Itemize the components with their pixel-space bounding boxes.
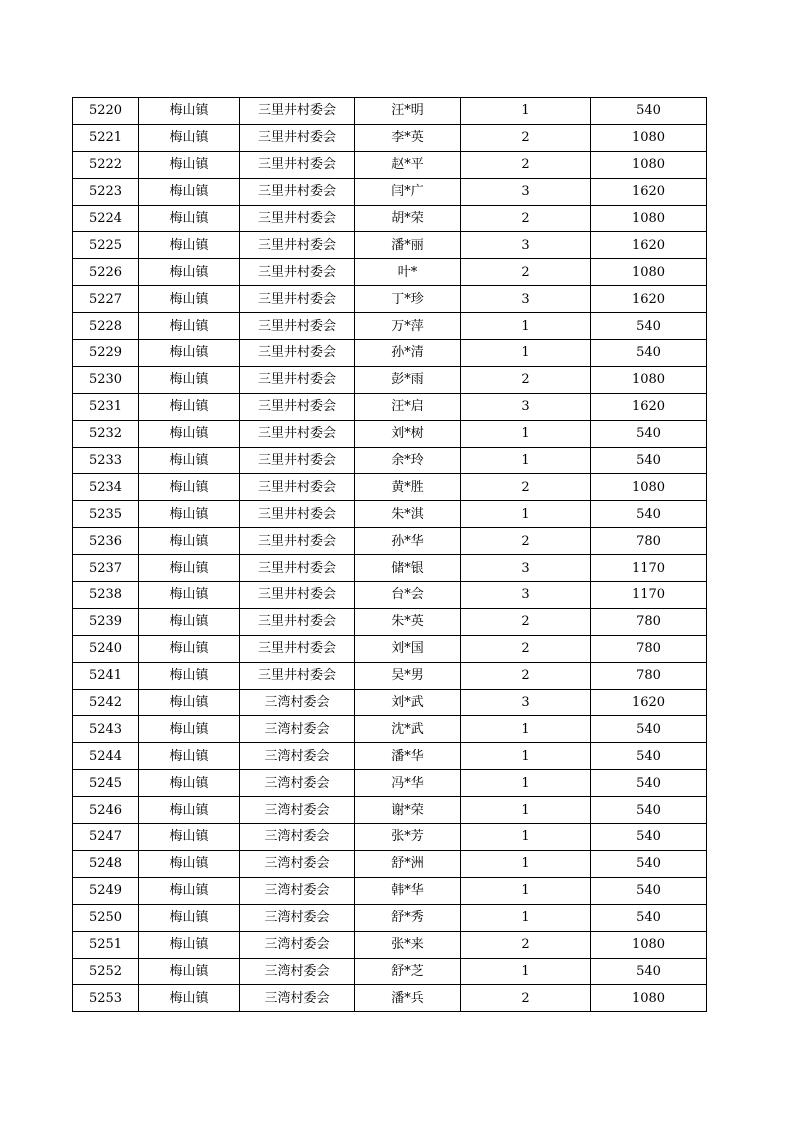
village-committee-cell: 三湾村委会 (240, 716, 355, 743)
town-cell: 梅山镇 (139, 958, 240, 985)
table-row (73, 958, 707, 985)
serial-cell: 5249 (73, 877, 139, 904)
town-cell: 梅山镇 (139, 124, 240, 151)
table-row (73, 985, 707, 1012)
village-committee-cell: 三里井村委会 (240, 662, 355, 689)
amount-cell: 1080 (591, 985, 707, 1012)
name-cell: 张*来 (355, 931, 461, 958)
village-committee-cell: 三里井村委会 (240, 582, 355, 609)
village-committee-cell: 三里井村委会 (240, 259, 355, 286)
amount-cell: 540 (591, 98, 707, 125)
serial-cell: 5225 (73, 232, 139, 259)
serial-cell: 5220 (73, 98, 139, 125)
table-row (73, 608, 707, 635)
count-cell: 3 (461, 393, 591, 420)
serial-cell: 5241 (73, 662, 139, 689)
village-committee-cell: 三湾村委会 (240, 850, 355, 877)
name-cell: 台*会 (355, 582, 461, 609)
table-row (73, 286, 707, 313)
count-cell: 1 (461, 340, 591, 367)
count-cell: 2 (461, 205, 591, 232)
serial-cell: 5246 (73, 797, 139, 824)
count-cell: 2 (461, 259, 591, 286)
table-row (73, 420, 707, 447)
count-cell: 1 (461, 447, 591, 474)
count-cell: 2 (461, 985, 591, 1012)
town-cell: 梅山镇 (139, 420, 240, 447)
village-committee-cell: 三湾村委会 (240, 931, 355, 958)
count-cell: 1 (461, 716, 591, 743)
amount-cell: 1620 (591, 178, 707, 205)
town-cell: 梅山镇 (139, 286, 240, 313)
name-cell: 韩*华 (355, 877, 461, 904)
serial-cell: 5237 (73, 555, 139, 582)
town-cell: 梅山镇 (139, 340, 240, 367)
serial-cell: 5227 (73, 286, 139, 313)
table-row (73, 447, 707, 474)
town-cell: 梅山镇 (139, 501, 240, 528)
village-committee-cell: 三里井村委会 (240, 286, 355, 313)
town-cell: 梅山镇 (139, 797, 240, 824)
name-cell: 叶* (355, 259, 461, 286)
table-body (73, 98, 707, 1012)
table-row (73, 904, 707, 931)
name-cell: 刘*国 (355, 635, 461, 662)
town-cell: 梅山镇 (139, 689, 240, 716)
village-committee-cell: 三湾村委会 (240, 689, 355, 716)
name-cell: 冯*华 (355, 770, 461, 797)
amount-cell: 540 (591, 716, 707, 743)
serial-cell: 5222 (73, 151, 139, 178)
name-cell: 朱*英 (355, 608, 461, 635)
table-row (73, 635, 707, 662)
town-cell: 梅山镇 (139, 770, 240, 797)
amount-cell: 540 (591, 797, 707, 824)
count-cell: 2 (461, 366, 591, 393)
amount-cell: 1620 (591, 286, 707, 313)
serial-cell: 5245 (73, 770, 139, 797)
amount-cell: 1080 (591, 474, 707, 501)
amount-cell: 540 (591, 420, 707, 447)
table-row (73, 232, 707, 259)
count-cell: 3 (461, 689, 591, 716)
village-committee-cell: 三里井村委会 (240, 178, 355, 205)
table-row (73, 340, 707, 367)
table-row (73, 850, 707, 877)
name-cell: 潘*兵 (355, 985, 461, 1012)
town-cell: 梅山镇 (139, 232, 240, 259)
name-cell: 赵*平 (355, 151, 461, 178)
serial-cell: 5242 (73, 689, 139, 716)
table-row (73, 313, 707, 340)
count-cell: 1 (461, 501, 591, 528)
serial-cell: 5235 (73, 501, 139, 528)
town-cell: 梅山镇 (139, 259, 240, 286)
name-cell: 谢*荣 (355, 797, 461, 824)
amount-cell: 1080 (591, 931, 707, 958)
table-row (73, 877, 707, 904)
name-cell: 舒*秀 (355, 904, 461, 931)
count-cell: 3 (461, 286, 591, 313)
count-cell: 2 (461, 931, 591, 958)
town-cell: 梅山镇 (139, 716, 240, 743)
table-row (73, 501, 707, 528)
serial-cell: 5243 (73, 716, 139, 743)
name-cell: 汪*启 (355, 393, 461, 420)
serial-cell: 5226 (73, 259, 139, 286)
serial-cell: 5247 (73, 824, 139, 851)
table-row (73, 98, 707, 125)
village-committee-cell: 三里井村委会 (240, 98, 355, 125)
amount-cell: 780 (591, 635, 707, 662)
village-committee-cell: 三湾村委会 (240, 743, 355, 770)
count-cell: 3 (461, 178, 591, 205)
count-cell: 2 (461, 662, 591, 689)
count-cell: 2 (461, 474, 591, 501)
amount-cell: 780 (591, 608, 707, 635)
village-committee-cell: 三湾村委会 (240, 877, 355, 904)
table-row (73, 178, 707, 205)
serial-cell: 5239 (73, 608, 139, 635)
village-committee-cell: 三里井村委会 (240, 501, 355, 528)
amount-cell: 780 (591, 528, 707, 555)
name-cell: 潘*丽 (355, 232, 461, 259)
town-cell: 梅山镇 (139, 366, 240, 393)
table-row (73, 689, 707, 716)
town-cell: 梅山镇 (139, 824, 240, 851)
table-row (73, 555, 707, 582)
village-committee-cell: 三里井村委会 (240, 313, 355, 340)
serial-cell: 5236 (73, 528, 139, 555)
amount-cell: 540 (591, 904, 707, 931)
town-cell: 梅山镇 (139, 850, 240, 877)
name-cell: 潘*华 (355, 743, 461, 770)
village-committee-cell: 三湾村委会 (240, 797, 355, 824)
table-row (73, 931, 707, 958)
count-cell: 3 (461, 582, 591, 609)
amount-cell: 540 (591, 447, 707, 474)
town-cell: 梅山镇 (139, 877, 240, 904)
town-cell: 梅山镇 (139, 151, 240, 178)
amount-cell: 1080 (591, 124, 707, 151)
town-cell: 梅山镇 (139, 931, 240, 958)
amount-cell: 540 (591, 501, 707, 528)
serial-cell: 5229 (73, 340, 139, 367)
amount-cell: 540 (591, 824, 707, 851)
village-committee-cell: 三里井村委会 (240, 420, 355, 447)
table-row (73, 716, 707, 743)
table-row (73, 393, 707, 420)
amount-cell: 1080 (591, 151, 707, 178)
name-cell: 孙*华 (355, 528, 461, 555)
amount-cell: 540 (591, 958, 707, 985)
name-cell: 舒*洲 (355, 850, 461, 877)
serial-cell: 5231 (73, 393, 139, 420)
town-cell: 梅山镇 (139, 904, 240, 931)
amount-cell: 540 (591, 770, 707, 797)
count-cell: 1 (461, 420, 591, 447)
amount-cell: 540 (591, 340, 707, 367)
village-committee-cell: 三湾村委会 (240, 904, 355, 931)
village-committee-cell: 三里井村委会 (240, 528, 355, 555)
count-cell: 1 (461, 850, 591, 877)
name-cell: 朱*淇 (355, 501, 461, 528)
name-cell: 储*银 (355, 555, 461, 582)
name-cell: 孙*清 (355, 340, 461, 367)
town-cell: 梅山镇 (139, 98, 240, 125)
amount-cell: 540 (591, 313, 707, 340)
village-committee-cell: 三湾村委会 (240, 958, 355, 985)
table-row (73, 824, 707, 851)
amount-cell: 1080 (591, 205, 707, 232)
count-cell: 1 (461, 743, 591, 770)
name-cell: 黄*胜 (355, 474, 461, 501)
name-cell: 吴*男 (355, 662, 461, 689)
town-cell: 梅山镇 (139, 205, 240, 232)
town-cell: 梅山镇 (139, 528, 240, 555)
serial-cell: 5250 (73, 904, 139, 931)
village-committee-cell: 三里井村委会 (240, 635, 355, 662)
serial-cell: 5228 (73, 313, 139, 340)
amount-cell: 540 (591, 743, 707, 770)
count-cell: 2 (461, 124, 591, 151)
count-cell: 2 (461, 528, 591, 555)
serial-cell: 5244 (73, 743, 139, 770)
amount-cell: 1080 (591, 259, 707, 286)
count-cell: 2 (461, 151, 591, 178)
name-cell: 沈*武 (355, 716, 461, 743)
table-row (73, 770, 707, 797)
name-cell: 舒*芝 (355, 958, 461, 985)
town-cell: 梅山镇 (139, 662, 240, 689)
serial-cell: 5248 (73, 850, 139, 877)
name-cell: 丁*珍 (355, 286, 461, 313)
table-row (73, 474, 707, 501)
amount-cell: 1620 (591, 689, 707, 716)
serial-cell: 5233 (73, 447, 139, 474)
amount-cell: 780 (591, 662, 707, 689)
village-committee-cell: 三里井村委会 (240, 555, 355, 582)
count-cell: 1 (461, 313, 591, 340)
name-cell: 刘*树 (355, 420, 461, 447)
table-row (73, 259, 707, 286)
name-cell: 余*玲 (355, 447, 461, 474)
village-committee-cell: 三里井村委会 (240, 608, 355, 635)
serial-cell: 5252 (73, 958, 139, 985)
town-cell: 梅山镇 (139, 178, 240, 205)
town-cell: 梅山镇 (139, 474, 240, 501)
town-cell: 梅山镇 (139, 393, 240, 420)
town-cell: 梅山镇 (139, 743, 240, 770)
serial-cell: 5253 (73, 985, 139, 1012)
serial-cell: 5224 (73, 205, 139, 232)
village-committee-cell: 三湾村委会 (240, 824, 355, 851)
serial-cell: 5232 (73, 420, 139, 447)
village-committee-cell: 三里井村委会 (240, 340, 355, 367)
village-committee-cell: 三里井村委会 (240, 151, 355, 178)
town-cell: 梅山镇 (139, 608, 240, 635)
data-table (72, 97, 707, 1012)
count-cell: 1 (461, 770, 591, 797)
amount-cell: 1170 (591, 555, 707, 582)
name-cell: 张*芳 (355, 824, 461, 851)
name-cell: 闫*广 (355, 178, 461, 205)
village-committee-cell: 三里井村委会 (240, 124, 355, 151)
name-cell: 胡*荣 (355, 205, 461, 232)
amount-cell: 540 (591, 877, 707, 904)
table-row (73, 528, 707, 555)
count-cell: 3 (461, 555, 591, 582)
serial-cell: 5223 (73, 178, 139, 205)
count-cell: 1 (461, 824, 591, 851)
count-cell: 1 (461, 877, 591, 904)
amount-cell: 1170 (591, 582, 707, 609)
town-cell: 梅山镇 (139, 582, 240, 609)
town-cell: 梅山镇 (139, 447, 240, 474)
amount-cell: 1080 (591, 366, 707, 393)
table-row (73, 366, 707, 393)
count-cell: 2 (461, 608, 591, 635)
serial-cell: 5234 (73, 474, 139, 501)
village-committee-cell: 三里井村委会 (240, 474, 355, 501)
village-committee-cell: 三湾村委会 (240, 985, 355, 1012)
serial-cell: 5230 (73, 366, 139, 393)
village-committee-cell: 三里井村委会 (240, 447, 355, 474)
village-committee-cell: 三里井村委会 (240, 232, 355, 259)
table-row (73, 582, 707, 609)
town-cell: 梅山镇 (139, 985, 240, 1012)
amount-cell: 540 (591, 850, 707, 877)
count-cell: 2 (461, 635, 591, 662)
village-committee-cell: 三湾村委会 (240, 770, 355, 797)
village-committee-cell: 三里井村委会 (240, 205, 355, 232)
table-row (73, 151, 707, 178)
town-cell: 梅山镇 (139, 555, 240, 582)
count-cell: 1 (461, 958, 591, 985)
town-cell: 梅山镇 (139, 313, 240, 340)
serial-cell: 5238 (73, 582, 139, 609)
serial-cell: 5221 (73, 124, 139, 151)
count-cell: 1 (461, 98, 591, 125)
table-row (73, 797, 707, 824)
count-cell: 3 (461, 232, 591, 259)
serial-cell: 5251 (73, 931, 139, 958)
count-cell: 1 (461, 797, 591, 824)
serial-cell: 5240 (73, 635, 139, 662)
table-row (73, 205, 707, 232)
count-cell: 1 (461, 904, 591, 931)
name-cell: 汪*明 (355, 98, 461, 125)
village-committee-cell: 三里井村委会 (240, 393, 355, 420)
name-cell: 刘*武 (355, 689, 461, 716)
name-cell: 万*萍 (355, 313, 461, 340)
table-row (73, 662, 707, 689)
name-cell: 彭*雨 (355, 366, 461, 393)
amount-cell: 1620 (591, 232, 707, 259)
table-row (73, 743, 707, 770)
name-cell: 李*英 (355, 124, 461, 151)
amount-cell: 1620 (591, 393, 707, 420)
table-row (73, 124, 707, 151)
town-cell: 梅山镇 (139, 635, 240, 662)
village-committee-cell: 三里井村委会 (240, 366, 355, 393)
